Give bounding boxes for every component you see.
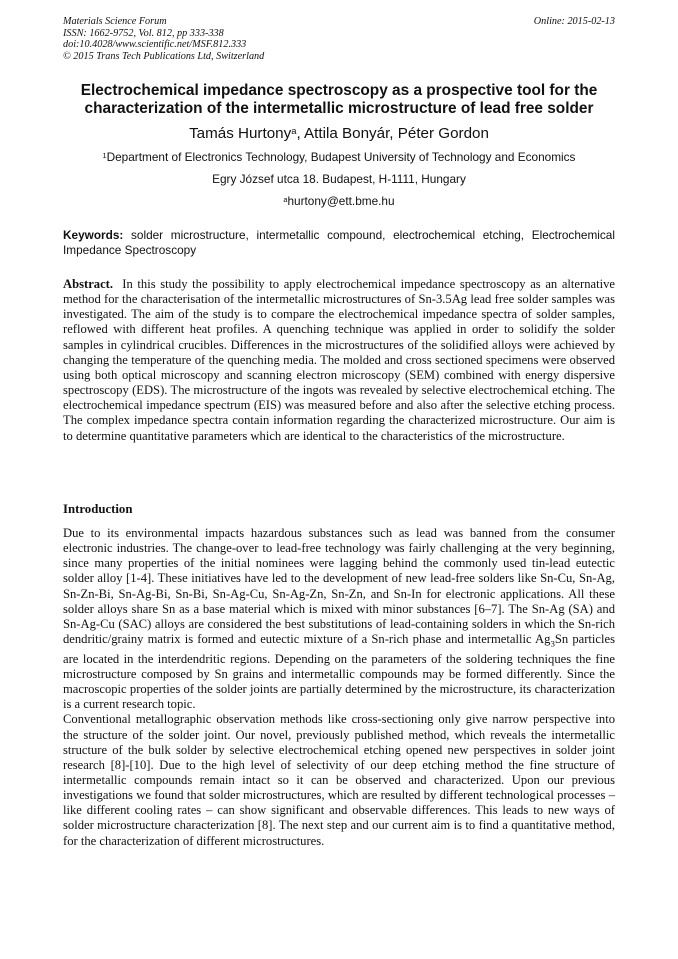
- title-line-1: Electrochemical impedance spectroscopy as a prospective tool for the: [80, 82, 598, 99]
- intro-paragraph-2: Conventional metallographic observation methods like cross-sectioning only give narrow perspective into the structure of the solder joint. Our novel, previously published method, which reveals the intermetallic structure of the bulk solder by selective electrochemical etching opened new perspectives in solder joint research [8]-[10]. Due to the high level of selectivity of our deep etching method the fine structure of intermetallic compounds remain intact so it can be observed and characterized. Upon our previous investigations we found that solder microstructures, which are resulted by different technological processes – like different cooling rates – can show significant and observable differences. This leads to new ways of solder microstructure characterization [8]. The next step and our current aim is to find a quantitative method, for the characterization of different microstructures.: [63, 712, 615, 848]
- keywords-label: Keywords:: [63, 228, 124, 242]
- affiliation-address: Egry József utca 18. Budapest, H-1111, Hungary: [212, 172, 466, 186]
- intro-p1-part-b: Sn particles are located in the interdendritic regions. Depending on the parameters of the soldering techniques the fine microstructure composed by Sn grains and intermetallic compounds may be formed differently. Since the macroscopic properties of the solder joints are partially determined by the microstructure, its characterization is a current research topic.: [63, 632, 616, 712]
- keywords: [63, 228, 615, 257]
- copyright-line: © 2015 Trans Tech Publications Ltd, Switzerland: [63, 50, 265, 62]
- department-text: Department of Electronics Technology, Budapest University of Technology and Economics: [106, 150, 576, 164]
- intro-p1-subscript: 3: [550, 638, 555, 649]
- title-line-2: characterization of the intermetallic microstructure of lead free solder: [84, 100, 594, 117]
- introduction-body: [63, 526, 615, 849]
- affiliation-email: [50, 194, 628, 208]
- keywords-text: solder microstructure, intermetallic compound, electrochemical etching, Electrochemical Impedance Spectroscopy: [63, 228, 615, 257]
- other-authors: , Attila Bonyár, Péter Gordon: [296, 125, 489, 142]
- intro-paragraph-1: [63, 526, 615, 712]
- abstract: [63, 277, 615, 444]
- affiliation-marker: 1: [102, 150, 107, 160]
- abstract-label: Abstract.: [63, 277, 114, 291]
- issn-line: ISSN: 1662-9752, Vol. 812, pp 333-338: [63, 27, 224, 39]
- paper-title: [50, 82, 628, 118]
- affiliation-department: [50, 150, 628, 164]
- section-heading-introduction: Introduction: [63, 502, 133, 516]
- email-link[interactable]: hurtony@ett.bme.hu: [287, 194, 395, 208]
- online-date: Online: 2015-02-13: [533, 16, 615, 27]
- author-1: Tamás Hurtony: [189, 125, 292, 142]
- author-list: [50, 125, 628, 143]
- intro-p1-part-a: Due to its environmental impacts hazardous substances such as lead was banned from the consumer electronic industries. The change-over to lead-free technology was fairly challenging at the very beginning, since many properties of the initial nominees were lagging behind the commonly used tin-lead eutectic solder alloy [1-4]. These initiatives have led to the development of new lead-free solders like Sn-Cu, Sn-Ag, Sn-Zn-Bi, Sn-Ag-Bi, Sn-Bi, Sn-Ag-Cu, Sn-Ag-Zn, Sn-Zn, and Sn-In for electronic applications. All these solder alloys share Sn as a base material which is mixed with minor substances [6–7]. The Sn-Ag (SA) and Sn-Ag-Cu (SAC) alloys are considered the best substitutions of lead-containing solders in which the Sn-rich dendritic/grainy matrix is formed and eutectic mixture of a Sn-rich phase and intermetallic Ag: [63, 526, 615, 647]
- doi-line[interactable]: doi:10.4028/www.scientific.net/MSF.812.333: [63, 39, 247, 51]
- journal-name: Materials Science Forum: [63, 16, 167, 27]
- email-marker: a: [283, 194, 288, 204]
- author-1-marker: a: [291, 124, 297, 136]
- abstract-text: In this study the possibility to apply electrochemical impedance spectroscopy as an alternative method for the characterisation of the intermetallic microstructures of Sn-3.5Ag lead free solder samples was investigated. The aim of the study is to compare the electrochemical impedance spectra of solder samples, reflowed with different heat profiles. A quenching technique was applied in order to solidify the solder samples in cylindrical crucibles. Differences in the microstructures of the solidified alloys were achieved by changing the temperature of the quenching media. The molded and cross sectioned specimens were observed using both optical microscopy and scanning electron microscopy (SEM) combined with energy dispersive spectroscopy (EDS). The microstructure of the ingots was revealed by selective electrochemical etching. The electrochemical impedance spectrum (EIS) was measured before and also after the selective etching process. The complex impedance spectra contain information regarding the characterized microstructure. Our aim is to determine quantitative parameters which are identical to the characteristics of the microstructure.: [63, 277, 615, 443]
- journal-header: [63, 16, 615, 62]
